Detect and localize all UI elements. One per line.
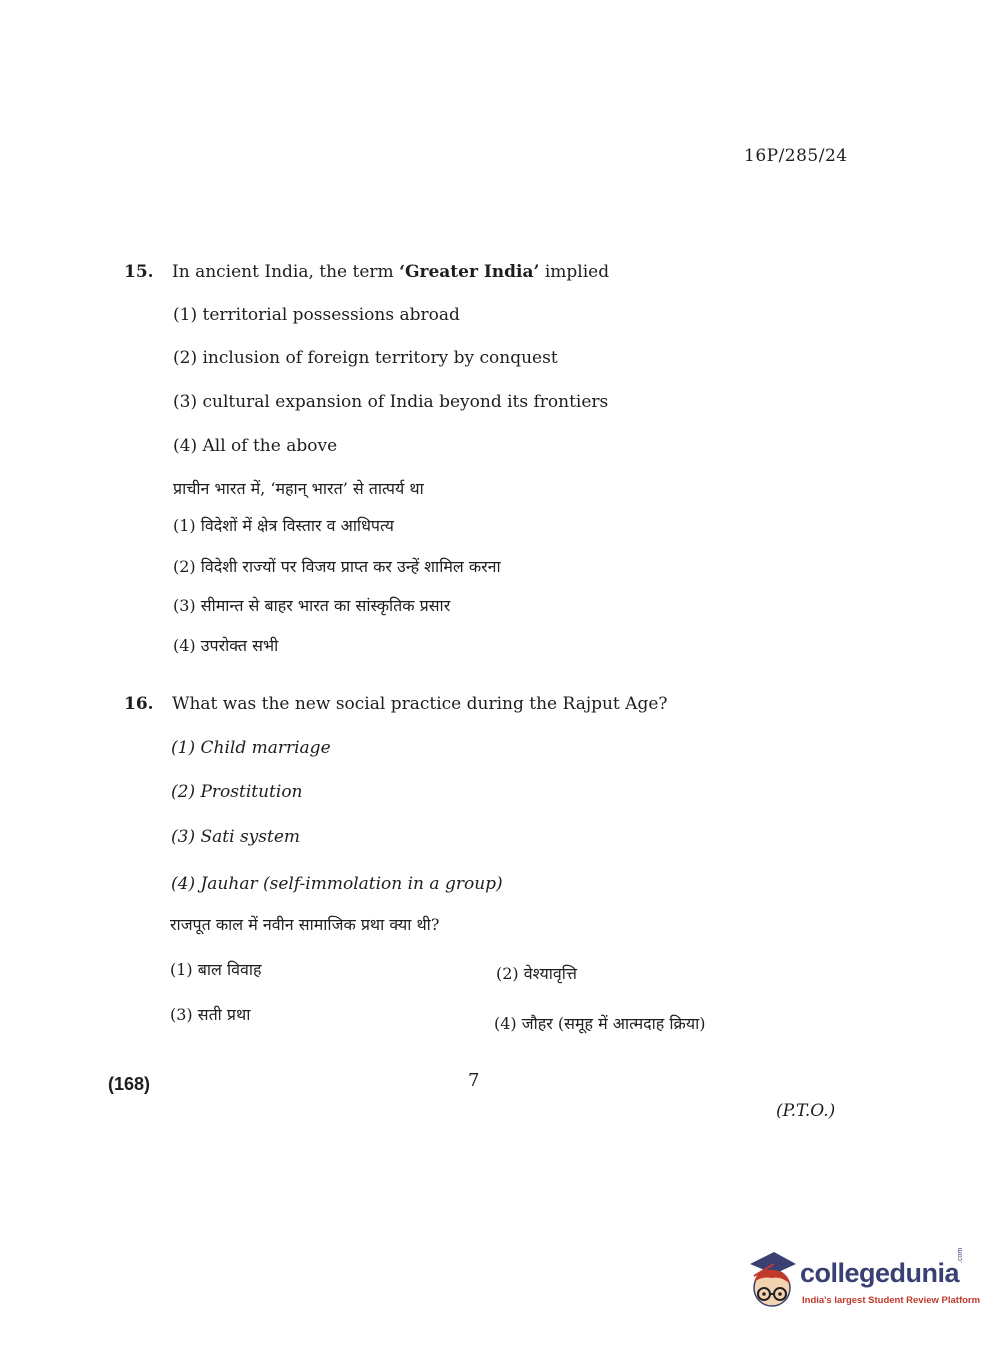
- question-16-option-1: (1) Child marriage: [171, 738, 331, 758]
- question-15-hindi-option-2: (2) विदेशी राज्यों पर विजय प्राप्त कर उन्हें शामिल करना: [173, 557, 501, 576]
- question-15-hindi-option-4: (4) उपरोक्त सभी: [173, 636, 279, 655]
- logo-tld: .com: [957, 1247, 964, 1263]
- collegedunia-logo[interactable]: [744, 1247, 981, 1320]
- question-16-hindi-text: राजपूत काल में नवीन सामाजिक प्रथा क्या थी?: [170, 915, 440, 934]
- question-15-number: 15.: [124, 262, 154, 282]
- question-15-hindi-option-3: (3) सीमान्त से बाहर भारत का सांस्कृतिक प्रसार: [173, 596, 451, 615]
- question-15-text-post: implied: [539, 262, 610, 282]
- question-16-hindi-option-2: (2) वेश्यावृत्ति: [496, 964, 577, 983]
- mascot-icon: [744, 1250, 798, 1314]
- logo-wordmark: collegedunia: [800, 1258, 960, 1288]
- question-16-option-4: (4) Jauhar (self-immolation in a group): [171, 874, 503, 894]
- question-15-text-pre: In ancient India, the term: [172, 262, 400, 282]
- question-16-hindi-option-3: (3) सती प्रथा: [170, 1005, 251, 1024]
- logo-tagline: India's largest Student Review Platform: [802, 1295, 981, 1306]
- footer-paper-code: (168): [108, 1074, 151, 1094]
- question-15-option-1: (1) territorial possessions abroad: [173, 305, 460, 325]
- question-16-option-2: (2) Prostitution: [171, 782, 303, 802]
- question-15-hindi-text: प्राचीन भारत में, ‘महान् भारत’ से तात्पर्य था: [173, 479, 424, 498]
- question-15-hindi-option-1: (1) विदेशों में क्षेत्र विस्तार व आधिपत्य: [173, 516, 394, 535]
- question-15-option-2: (2) inclusion of foreign territory by conquest: [173, 348, 558, 368]
- question-15-option-4: (4) All of the above: [173, 436, 338, 456]
- question-15-option-3: (3) cultural expansion of India beyond its frontiers: [173, 392, 609, 412]
- question-16-text: What was the new social practice during the Rajput Age?: [172, 694, 668, 714]
- question-16-hindi-option-1: (1) बाल विवाह: [170, 960, 262, 979]
- paper-code: 16P/285/24: [744, 146, 848, 166]
- question-15-text: [172, 262, 609, 282]
- pto-label: (P.T.O.): [776, 1101, 836, 1121]
- question-16-number: 16.: [124, 694, 154, 714]
- page-number: 7: [468, 1070, 480, 1091]
- question-16-option-3: (3) Sati system: [171, 827, 301, 847]
- question-16-hindi-option-4: (4) जौहर (समूह में आत्मदाह क्रिया): [494, 1014, 706, 1033]
- question-15-term: ‘Greater India’: [399, 262, 540, 282]
